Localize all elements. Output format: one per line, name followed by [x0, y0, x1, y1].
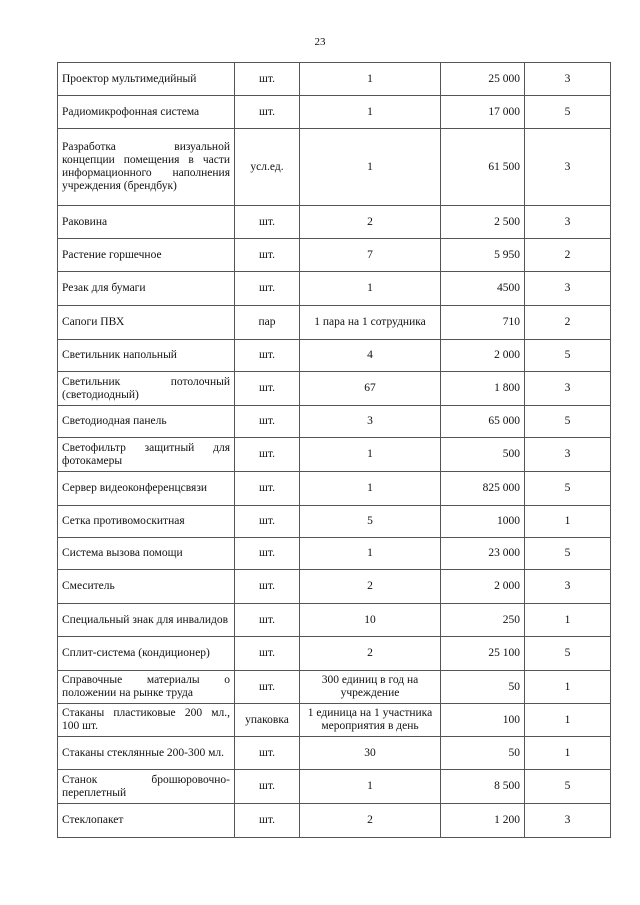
item-price: 8 500	[441, 770, 525, 804]
item-name: Резак для бумаги	[58, 272, 235, 306]
items-table	[57, 62, 611, 838]
page-number: 23	[314, 36, 326, 48]
item-term: 3	[525, 804, 611, 838]
item-term: 5	[525, 96, 611, 129]
item-name: Радиомикрофонная система	[58, 96, 235, 129]
table-row	[58, 438, 611, 472]
item-term: 2	[525, 239, 611, 272]
item-term: 1	[525, 506, 611, 538]
table-row	[58, 506, 611, 538]
item-name: Специальный знак для инвалидов	[58, 604, 235, 637]
table-row	[58, 538, 611, 570]
items-table-body	[58, 63, 611, 838]
table-row	[58, 340, 611, 372]
item-unit: шт.	[235, 506, 300, 538]
item-quantity: 300 единиц в год на учреждение	[300, 671, 441, 704]
item-price: 25 100	[441, 637, 525, 671]
item-name: Сапоги ПВХ	[58, 306, 235, 340]
item-quantity: 4	[300, 340, 441, 372]
item-name: Система вызова помощи	[58, 538, 235, 570]
item-unit: шт.	[235, 96, 300, 129]
item-price: 2 000	[441, 340, 525, 372]
item-term: 3	[525, 63, 611, 96]
table-row	[58, 96, 611, 129]
item-price: 100	[441, 704, 525, 737]
item-name: Станок брошюровочно-переплетный	[58, 770, 235, 804]
item-unit: шт.	[235, 472, 300, 506]
item-term: 1	[525, 671, 611, 704]
item-price: 50	[441, 671, 525, 704]
item-quantity: 1	[300, 96, 441, 129]
item-unit: шт.	[235, 206, 300, 239]
table-row	[58, 129, 611, 206]
item-price: 710	[441, 306, 525, 340]
table-row	[58, 671, 611, 704]
item-name: Стаканы пластиковые 200 мл., 100 шт.	[58, 704, 235, 737]
item-price: 61 500	[441, 129, 525, 206]
table-row	[58, 272, 611, 306]
item-price: 2 500	[441, 206, 525, 239]
item-price: 4500	[441, 272, 525, 306]
item-name: Светильник потолочный (светодиодный)	[58, 372, 235, 406]
item-quantity: 10	[300, 604, 441, 637]
item-name: Стаканы стеклянные 200-300 мл.	[58, 737, 235, 770]
item-quantity: 3	[300, 406, 441, 438]
item-term: 1	[525, 704, 611, 737]
item-price: 1 200	[441, 804, 525, 838]
item-price: 65 000	[441, 406, 525, 438]
item-unit: шт.	[235, 438, 300, 472]
item-unit: шт.	[235, 570, 300, 604]
item-name: Смеситель	[58, 570, 235, 604]
table-row	[58, 63, 611, 96]
item-unit: шт.	[235, 406, 300, 438]
item-name: Сервер видеоконференцсвязи	[58, 472, 235, 506]
item-price: 1000	[441, 506, 525, 538]
item-name: Разработка визуальной концепции помещения в части информационного наполнения учреждения (брендбук)	[58, 129, 235, 206]
item-quantity: 1 единица на 1 участника мероприятия в день	[300, 704, 441, 737]
table-row	[58, 306, 611, 340]
table-row	[58, 239, 611, 272]
item-unit: шт.	[235, 604, 300, 637]
item-term: 5	[525, 538, 611, 570]
item-name: Справочные материалы о положении на рынке труда	[58, 671, 235, 704]
item-quantity: 7	[300, 239, 441, 272]
item-price: 25 000	[441, 63, 525, 96]
item-quantity: 1	[300, 63, 441, 96]
item-term: 1	[525, 737, 611, 770]
item-quantity: 5	[300, 506, 441, 538]
item-name: Сетка противомоскитная	[58, 506, 235, 538]
item-unit: шт.	[235, 272, 300, 306]
item-unit: шт.	[235, 637, 300, 671]
item-term: 3	[525, 372, 611, 406]
item-quantity: 2	[300, 637, 441, 671]
item-unit: усл.ед.	[235, 129, 300, 206]
table-row	[58, 472, 611, 506]
item-term: 5	[525, 770, 611, 804]
table-row	[58, 770, 611, 804]
table-row	[58, 206, 611, 239]
item-name: Светильник напольный	[58, 340, 235, 372]
item-unit: шт.	[235, 538, 300, 570]
item-unit: шт.	[235, 239, 300, 272]
item-price: 50	[441, 737, 525, 770]
item-price: 5 950	[441, 239, 525, 272]
item-unit: шт.	[235, 372, 300, 406]
item-term: 5	[525, 637, 611, 671]
table-row	[58, 570, 611, 604]
item-term: 3	[525, 570, 611, 604]
item-quantity: 2	[300, 804, 441, 838]
item-quantity: 1	[300, 472, 441, 506]
item-unit: шт.	[235, 340, 300, 372]
table-row	[58, 406, 611, 438]
table-row	[58, 637, 611, 671]
item-quantity: 2	[300, 570, 441, 604]
item-name: Стеклопакет	[58, 804, 235, 838]
item-term: 5	[525, 340, 611, 372]
table-row	[58, 804, 611, 838]
item-unit: упаковка	[235, 704, 300, 737]
item-price: 500	[441, 438, 525, 472]
item-unit: шт.	[235, 804, 300, 838]
item-price: 250	[441, 604, 525, 637]
item-unit: шт.	[235, 737, 300, 770]
table-row	[58, 372, 611, 406]
item-term: 5	[525, 406, 611, 438]
item-quantity: 1	[300, 129, 441, 206]
item-name: Светофильтр защитный для фотокамеры	[58, 438, 235, 472]
item-price: 2 000	[441, 570, 525, 604]
item-term: 3	[525, 272, 611, 306]
item-quantity: 30	[300, 737, 441, 770]
item-quantity: 2	[300, 206, 441, 239]
item-quantity: 1 пара на 1 сотрудника	[300, 306, 441, 340]
item-price: 17 000	[441, 96, 525, 129]
item-term: 5	[525, 472, 611, 506]
item-unit: пар	[235, 306, 300, 340]
item-term: 3	[525, 438, 611, 472]
item-term: 1	[525, 604, 611, 637]
item-name: Сплит-система (кондиционер)	[58, 637, 235, 671]
item-name: Раковина	[58, 206, 235, 239]
item-unit: шт.	[235, 63, 300, 96]
item-term: 2	[525, 306, 611, 340]
item-quantity: 1	[300, 438, 441, 472]
item-price: 23 000	[441, 538, 525, 570]
item-price: 1 800	[441, 372, 525, 406]
item-quantity: 1	[300, 538, 441, 570]
item-quantity: 1	[300, 770, 441, 804]
item-name: Растение горшечное	[58, 239, 235, 272]
item-quantity: 67	[300, 372, 441, 406]
item-term: 3	[525, 206, 611, 239]
table-row	[58, 737, 611, 770]
item-unit: шт.	[235, 671, 300, 704]
item-term: 3	[525, 129, 611, 206]
item-name: Светодиодная панель	[58, 406, 235, 438]
item-unit: шт.	[235, 770, 300, 804]
table-row	[58, 604, 611, 637]
table-row	[58, 704, 611, 737]
item-quantity: 1	[300, 272, 441, 306]
item-price: 825 000	[441, 472, 525, 506]
item-name: Проектор мультимедийный	[58, 63, 235, 96]
